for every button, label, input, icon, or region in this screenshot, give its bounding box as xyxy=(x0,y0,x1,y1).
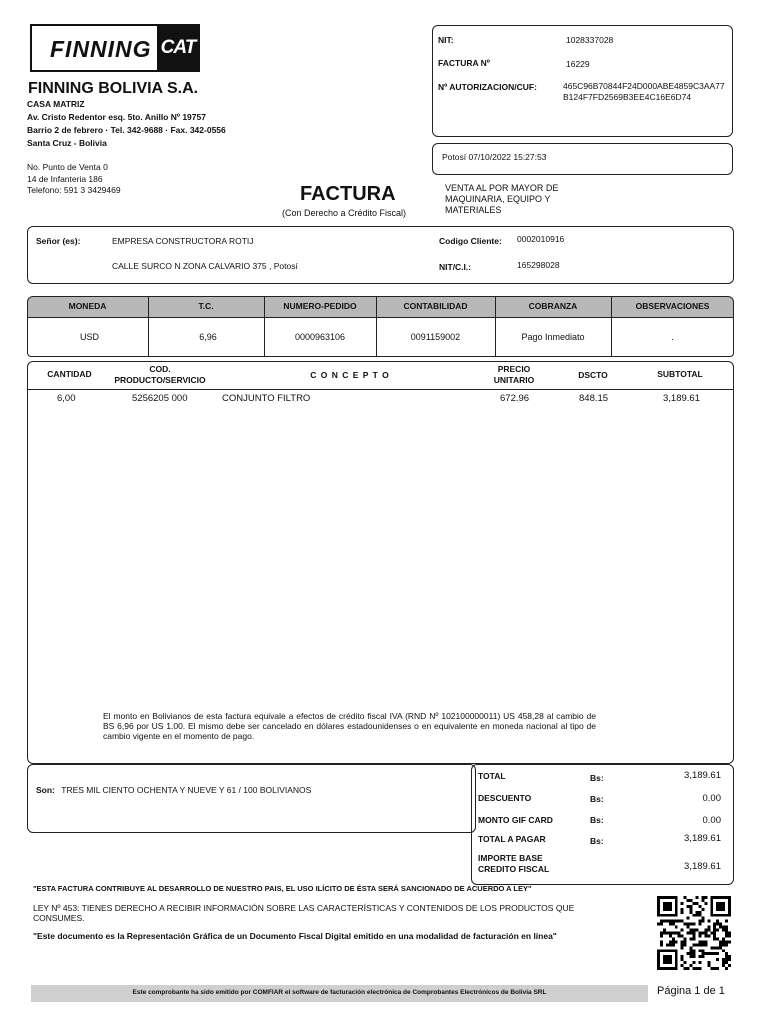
items-header-divider xyxy=(27,389,734,390)
gift-card-label: MONTO GIF CARD xyxy=(478,815,553,825)
cell-cobranza: Pago Inmediato xyxy=(521,332,585,342)
item-cantidad: 6,00 xyxy=(57,393,76,404)
cell-observaciones: . xyxy=(671,332,674,342)
company-line: Av. Cristo Redentor esq. 5to. Anillo Nº 19757 xyxy=(27,112,206,122)
amount-in-words xyxy=(36,785,311,795)
item-concepto: CONJUNTO FILTRO xyxy=(222,393,311,404)
total-currency: Bs: xyxy=(590,773,604,783)
client-box xyxy=(27,226,734,284)
item-dscto: 848.15 xyxy=(579,393,609,404)
digital-document-notice: "Este documento es la Representación Gráfica de un Documento Fiscal Digital emitido en una modalidad de facturación en línea" xyxy=(33,931,557,941)
item-cod: 5256205 000 xyxy=(132,393,188,404)
col-header-moneda: MONEDA xyxy=(68,301,107,311)
total-pagar-currency: Bs: xyxy=(590,836,604,846)
company-line: Barrio 2 de febrero · Tel. 342-9688 · Fax. 342-0556 xyxy=(27,125,226,135)
client-nit-label: NIT/C.I.: xyxy=(439,262,472,272)
client-name: EMPRESA CONSTRUCTORA ROTIJ xyxy=(112,236,254,246)
activity-description: VENTA AL POR MAYOR DE MAQUINARIA, EQUIPO Y MATERIALES xyxy=(445,183,559,215)
issue-date: Potosí 07/10/2022 15:27:53 xyxy=(442,152,547,162)
col-header-observaciones: OBSERVACIONES xyxy=(635,301,710,311)
nit-label: NIT: xyxy=(438,35,454,45)
company-line: CASA MATRIZ xyxy=(27,99,85,109)
total-pagar-label: TOTAL A PAGAR xyxy=(478,834,546,844)
punto-venta-line: 14 de Infanteria 186 xyxy=(27,174,103,184)
gift-card-currency: Bs: xyxy=(590,815,604,825)
col-header-cantidad: CANTIDAD xyxy=(47,369,92,379)
descuento-currency: Bs: xyxy=(590,794,604,804)
col-header-numero-pedido: NUMERO-PEDIDO xyxy=(283,301,357,311)
gift-card-value: 0.00 xyxy=(702,815,721,826)
cuf-value: 465C96B70844F24D000ABE4859C3AA77B124F7FD2569B3EE4C16E6D74 xyxy=(563,81,725,102)
finning-logo: FINNING xyxy=(50,36,152,62)
document-title: FACTURA xyxy=(300,183,396,205)
factura-number-value: 16229 xyxy=(566,59,590,69)
col-header-subtotal: SUBTOTAL xyxy=(657,369,703,379)
item-precio: 672.96 xyxy=(500,393,530,404)
footer-bar-text: Este comprobante ha sido emitido por COMFIAR el software de facturación electrónica de Comprobantes Electrónicos de Bolivia SRL xyxy=(132,989,547,996)
cell-tc: 6,96 xyxy=(199,332,217,342)
consumer-law-notice: LEY Nº 453: TIENES DERECHO A RECIBIR INFORMACIÓN SOBRE LAS CARACTERÍSTICAS Y CONTENIDOS DE LOS PRODUCTOS QUE CONSUMES. xyxy=(33,903,575,923)
client-code: 0002010916 xyxy=(517,234,565,244)
col-header-cod: COD. PRODUCTO/SERVICIO xyxy=(114,364,206,385)
cell-contabilidad: 0091159002 xyxy=(410,332,461,342)
client-name-label: Señor (es): xyxy=(36,236,81,246)
total-pagar-value: 3,189.61 xyxy=(684,833,721,844)
punto-venta-line: Telefono: 591 3 3429469 xyxy=(27,185,121,195)
cell-moneda: USD xyxy=(79,332,99,342)
credito-fiscal-label: IMPORTE BASE CREDITO FISCAL xyxy=(478,853,550,874)
col-header-dscto: DSCTO xyxy=(578,370,608,380)
son-text: TRES MIL CIENTO OCHENTA Y NUEVE Y 61 / 100 BOLIVIANOS xyxy=(61,785,312,795)
col-header-cobranza: COBRANZA xyxy=(528,301,578,311)
factura-number-label: FACTURA Nº xyxy=(438,58,490,68)
items-table xyxy=(27,361,734,764)
client-nit: 165298028 xyxy=(517,260,560,270)
client-address: CALLE SURCO N ZONA CALVARIO 375 , Potosí xyxy=(112,261,298,271)
descuento-value: 0.00 xyxy=(702,793,721,804)
cuf-label: Nº AUTORIZACION/CUF: xyxy=(438,82,537,92)
punto-venta-line: No. Punto de Venta 0 xyxy=(27,162,108,172)
col-header-contabilidad: CONTABILIDAD xyxy=(403,301,468,311)
descuento-label: DESCUENTO xyxy=(478,793,532,803)
cell-numero-pedido: 0000963106 xyxy=(294,332,346,342)
col-header-concepto: C O N C E P T O xyxy=(310,370,390,380)
company-line: Santa Cruz - Bolivia xyxy=(27,138,107,148)
document-subtitle: (Con Derecho a Crédito Fiscal) xyxy=(282,208,407,218)
cat-logo: CAT xyxy=(157,26,199,70)
item-subtotal: 3,189.61 xyxy=(663,393,700,404)
nit-value: 1028337028 xyxy=(566,35,614,45)
col-header-precio: PRECIO UNITARIO xyxy=(493,364,535,385)
company-name: FINNING BOLIVIA S.A. xyxy=(28,80,199,97)
total-label: TOTAL xyxy=(478,771,506,781)
son-label: Son: xyxy=(36,785,55,795)
amount-in-words-box xyxy=(27,764,476,833)
col-header-tc: T.C. xyxy=(198,301,214,311)
client-code-label: Codigo Cliente: xyxy=(439,236,502,246)
qr-code-icon xyxy=(657,895,731,971)
total-value: 3,189.61 xyxy=(684,770,721,781)
legal-notice: "ESTA FACTURA CONTRIBUYE AL DESARROLLO DE NUESTRO PAIS, EL USO ILÍCITO DE ÉSTA SERÁ SANCIONADO DE ACUERDO A LEY" xyxy=(33,884,532,893)
exchange-note: El monto en Bolivianos de esta factura equivale a efectos de crédito fiscal IVA (RND Nº 102100000011) US 458,28 al cambio de BS 6,96 por US 1.00. El mismo debe ser cancelado en dólares estadounidenses o en equivalente en moneda nacional al tipo de cambio vigente en el momento de pago. xyxy=(103,711,596,741)
page-number: Página 1 de 1 xyxy=(657,985,725,997)
credito-fiscal-value: 3,189.61 xyxy=(684,861,721,872)
